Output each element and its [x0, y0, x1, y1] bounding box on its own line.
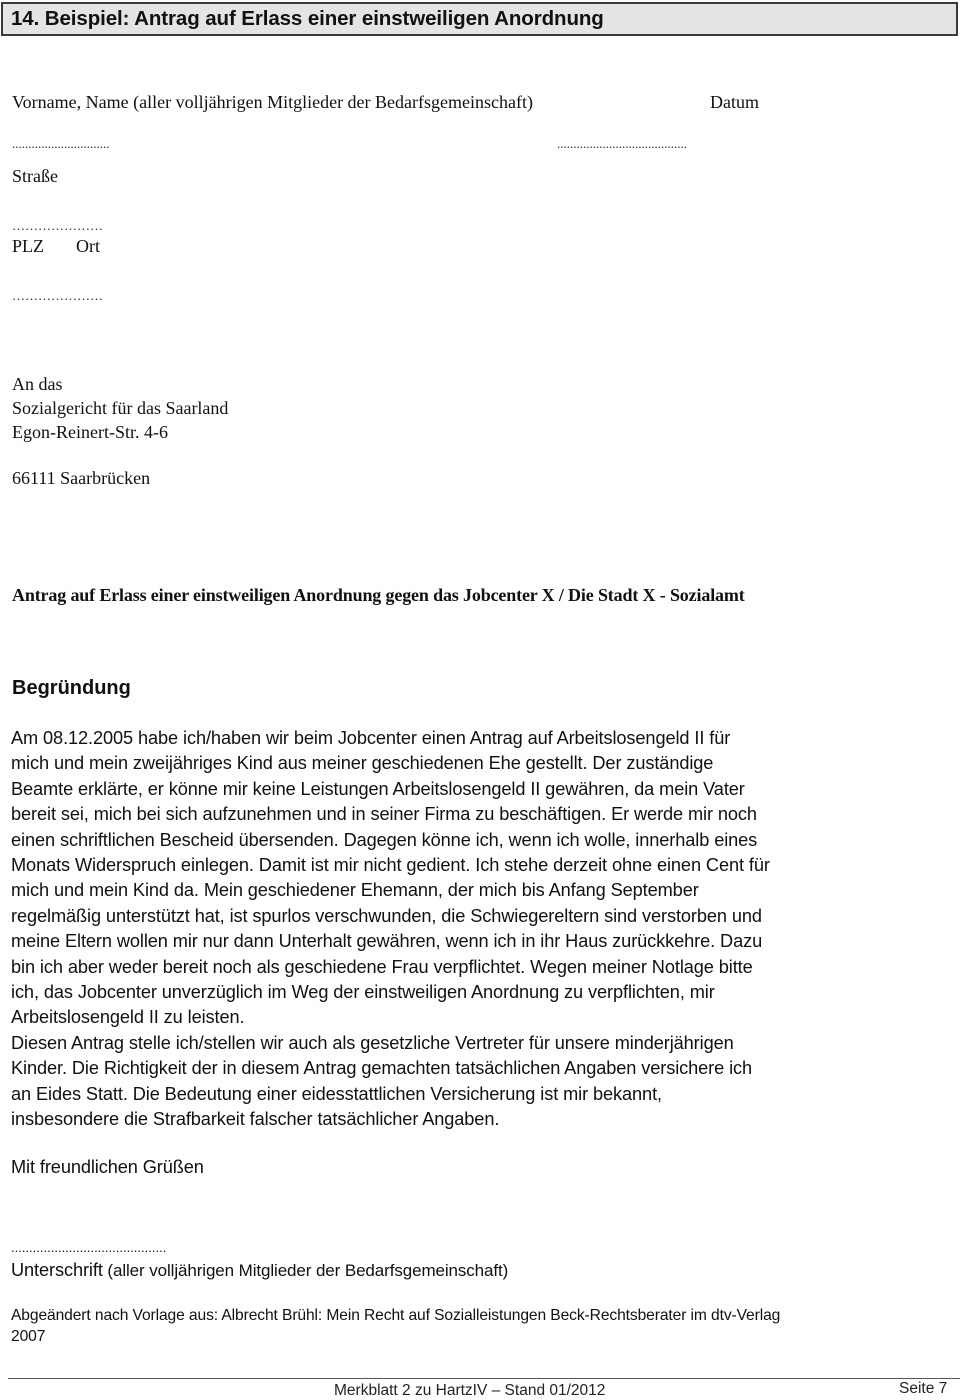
ort-label: Ort — [76, 236, 100, 256]
recipient-line: An das — [12, 374, 63, 394]
source-line: Abgeändert nach Vorlage aus: Albrecht Brühl: Mein Recht auf Sozialleistungen Beck-Rechtsberater im dtv-Verlag — [11, 1307, 781, 1324]
date-field[interactable]: ........................................ — [557, 136, 687, 151]
footer-title: Merkblatt 2 zu HartzIV – Stand 01/2012 — [334, 1382, 606, 1399]
body-line: einen schriftlichen Bescheid übersenden. Dagegen könne ich, wenn ich wolle, innerhalb eines — [11, 829, 758, 850]
source-note — [11, 1305, 951, 1347]
recipient-city: 66111 Saarbrücken — [12, 468, 151, 488]
name-label: Vorname, Name (aller volljährigen Mitglieder der Bedarfsgemeinschaft) — [12, 92, 533, 112]
body-line: insbesondere die Strafbarkeit falscher tatsächlicher Angaben. — [11, 1109, 500, 1130]
title-bar — [1, 2, 958, 36]
recipient-line: Egon-Reinert-Str. 4-6 — [12, 422, 168, 442]
body-line: mich und mein zweijähriges Kind aus meiner geschiedenen Ehe gestellt. Der zuständige — [11, 753, 714, 774]
street-field[interactable]: ………………… — [12, 218, 103, 233]
body-line: Am 08.12.2005 habe ich/haben wir beim Jobcenter einen Antrag auf Arbeitslosengeld II für — [11, 728, 731, 748]
city-field[interactable]: ………………… — [12, 288, 103, 303]
body-text — [11, 726, 951, 1133]
body-line: an Eides Statt. Die Bedeutung einer eidesstattlichen Versicherung ist mir bekannt, — [11, 1083, 662, 1104]
date-label: Datum — [710, 92, 759, 112]
body-line: meine Eltern wollen mir nur dann Unterhalt gewähren, wenn ich in ihr Haus zurückkehre. Dazu — [11, 931, 763, 952]
body-line: Monats Widerspruch einlegen. Damit ist mir nicht gedient. Ich stehe derzeit ohne einen Cent für — [11, 855, 770, 876]
body-line: ich, das Jobcenter unverzüglich im Weg der einstweiligen Anordnung zu verpflichten, mir — [11, 982, 715, 1003]
body-line: bereit sei, mich bei sich aufzunehmen und in seiner Firma zu beschäftigen. Er werde mir noch — [11, 804, 757, 825]
page-number: Seite 7 — [899, 1380, 948, 1397]
signature-label-note: (aller volljährigen Mitglieder der Bedarfsgemeinschaft) — [102, 1261, 509, 1280]
source-line: 2007 — [11, 1328, 46, 1345]
section-heading: Begründung — [12, 677, 131, 699]
body-line: mich und mein Kind da. Mein geschiedener Ehemann, der mich bis Anfang September — [11, 880, 699, 901]
body-line: regelmäßig unterstützt hat, ist spurlos verschwunden, die Schwiegereltern sind verstorben und — [11, 905, 762, 926]
body-line: Beamte erklärte, er könne mir keine Leistungen Arbeitslosengeld II gewähren, da mein Vater — [11, 778, 745, 799]
signature-label — [11, 1260, 508, 1281]
street-label: Straße — [12, 166, 58, 186]
subject-line: Antrag auf Erlass einer einstweiligen Anordnung gegen das Jobcenter X / Die Stadt X - Sozialamt — [12, 585, 745, 605]
signature-field[interactable]: ........................................... — [11, 1240, 167, 1255]
signature-label-main: Unterschrift — [11, 1260, 103, 1280]
recipient-line: Sozialgericht für das Saarland — [12, 398, 229, 418]
body-line: Arbeitslosengeld II zu leisten. — [11, 1007, 245, 1028]
body-line: Diesen Antrag stelle ich/stellen wir auch als gesetzliche Vertreter für unsere minderjährigen — [11, 1032, 734, 1053]
footer-divider — [8, 1378, 960, 1379]
page-title: 14. Beispiel: Antrag auf Erlass einer einstweiligen Anordnung — [11, 7, 604, 30]
name-field[interactable]: .............................. — [12, 136, 110, 151]
plz-label: PLZ — [12, 236, 45, 256]
closing-line: Mit freundlichen Grüßen — [11, 1157, 204, 1177]
body-line: bin ich aber weder bereit noch als geschiedene Frau verpflichtet. Wegen meiner Notlage bitte — [11, 956, 753, 977]
body-line: Kinder. Die Richtigkeit der in diesem Antrag gemachten tatsächlichen Angaben versichere ich — [11, 1058, 753, 1079]
